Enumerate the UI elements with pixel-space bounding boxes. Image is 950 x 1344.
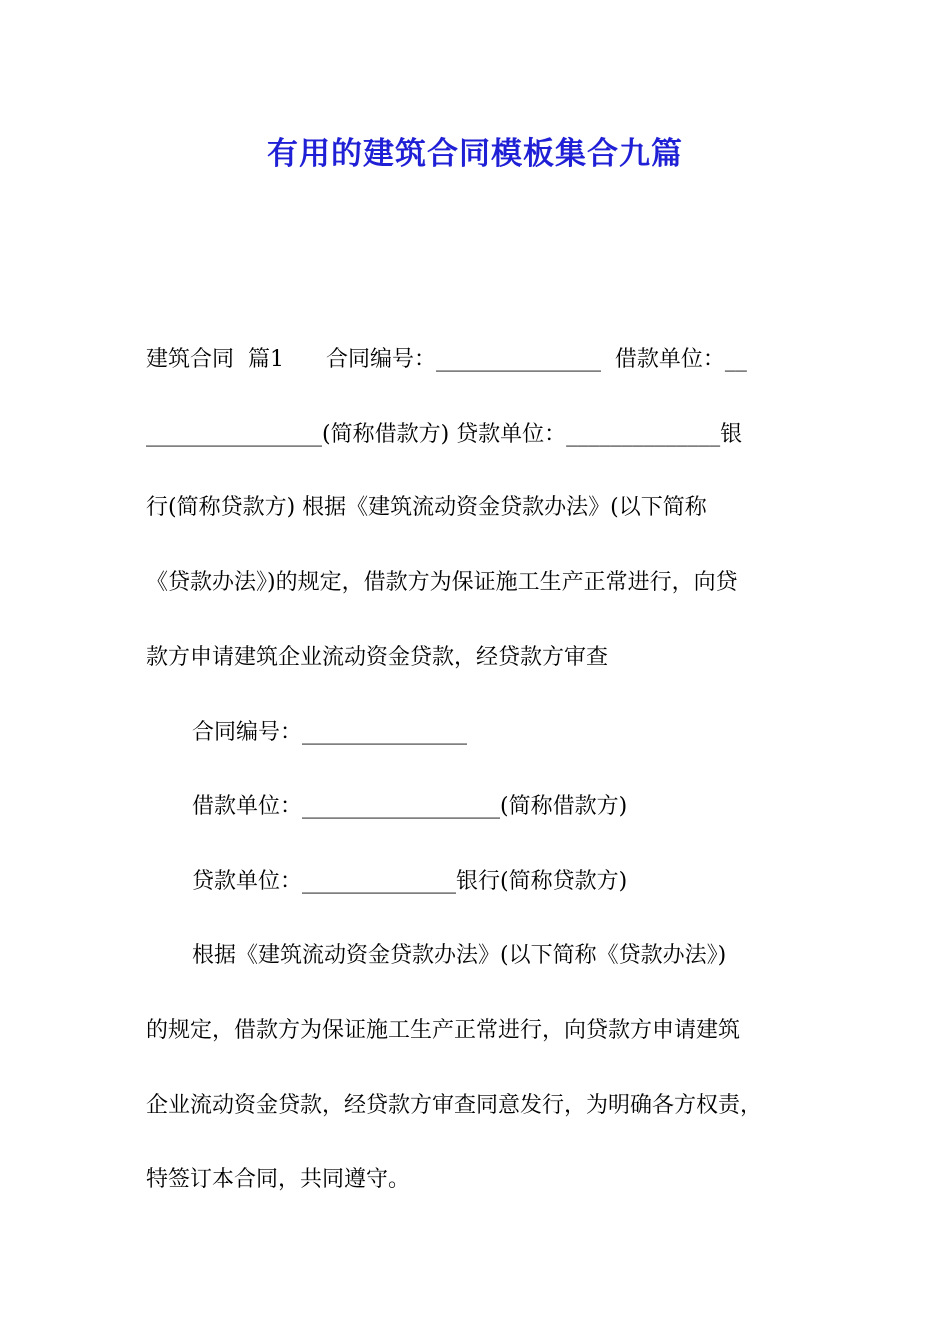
paragraph-line-2: 的规定，借款方为保证施工生产正常进行，向贷款方申请建筑 bbox=[146, 1018, 741, 1043]
contract-number-line: 合同编号：_______________ bbox=[192, 720, 468, 745]
body-line-5: 款方申请建筑企业流动资金贷款，经贷款方审查 bbox=[146, 645, 609, 670]
body-line-3: 行(简称贷款方) 根据《建筑流动资金贷款办法》(以下简称 bbox=[146, 495, 707, 520]
paragraph-line-1: 根据《建筑流动资金贷款办法》(以下简称《贷款办法》) bbox=[192, 943, 727, 968]
paragraph-line-3: 企业流动资金贷款，经贷款方审查同意发行，为明确各方权责， bbox=[146, 1093, 763, 1118]
paragraph-line-4: 特签订本合同，共同遵守。 bbox=[146, 1167, 411, 1192]
body-line-4: 《贷款办法》)的规定，借款方为保证施工生产正常进行，向贷 bbox=[146, 570, 738, 595]
body-line-1: 建筑合同 篇1 合同编号：_______________ 借款单位：__ bbox=[146, 347, 747, 372]
borrower-line: 借款单位：__________________(简称借款方) bbox=[192, 794, 628, 819]
body-line-2: ________________(简称借款方) 贷款单位：______________银 bbox=[146, 422, 743, 447]
lender-line: 贷款单位：______________银行(简称贷款方) bbox=[192, 869, 628, 894]
document-title: 有用的建筑合同模板集合九篇 bbox=[267, 136, 683, 172]
